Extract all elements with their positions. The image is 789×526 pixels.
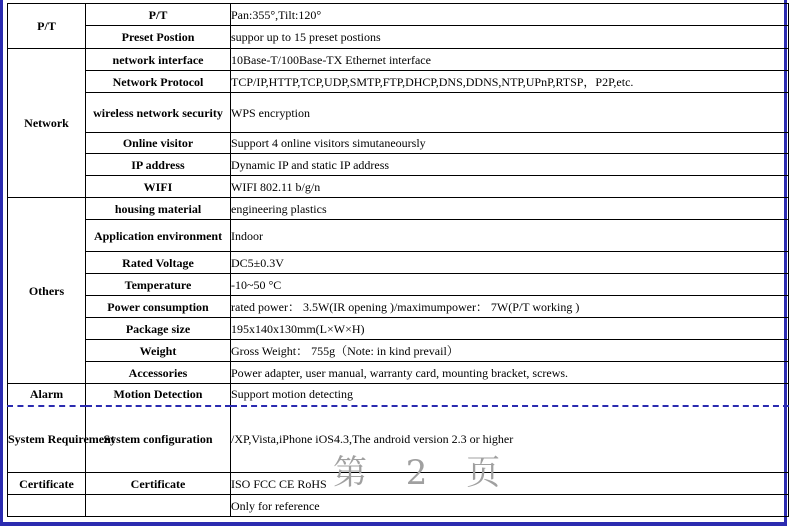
- spec-label: network interface: [86, 49, 231, 71]
- spec-label: Application environment: [86, 220, 231, 252]
- table-row: [8, 154, 789, 176]
- spec-value: Indoor: [231, 220, 789, 252]
- category-cell: Alarm: [8, 384, 86, 406]
- spec-table: [7, 3, 789, 517]
- spec-label: System configuration: [86, 406, 231, 473]
- category-cell: Certificate: [8, 473, 86, 495]
- spec-value: -10~50 °C: [231, 274, 789, 296]
- spec-value: DC5±0.3V: [231, 252, 789, 274]
- spec-value: WIFI 802.11 b/g/n: [231, 176, 789, 198]
- spec-label: Weight: [86, 340, 231, 362]
- spec-label: housing material: [86, 198, 231, 220]
- spec-label: Power consumption: [86, 296, 231, 318]
- table-row: [8, 4, 789, 26]
- table-row: [8, 296, 789, 318]
- spec-value: WPS encryption: [231, 93, 789, 133]
- spec-value: rated power： 3.5W(IR opening )/maximumpower： 7W(P/T working ): [231, 296, 789, 318]
- category-cell-empty: [8, 495, 86, 517]
- table-row: [8, 93, 789, 133]
- spec-label: Temperature: [86, 274, 231, 296]
- category-cell: Others: [8, 198, 86, 384]
- spec-value: 195x140x130mm(L×W×H): [231, 318, 789, 340]
- spec-label: Online visitor: [86, 133, 231, 154]
- table-row: [8, 252, 789, 274]
- spec-label: Motion Detection: [86, 384, 231, 406]
- spec-value: suppor up to 15 preset postions: [231, 26, 789, 49]
- spec-value: Support 4 online visitors simutaneoursly: [231, 133, 789, 154]
- spec-label: Package size: [86, 318, 231, 340]
- table-row: [8, 274, 789, 296]
- category-cell: Network: [8, 49, 86, 198]
- spec-label: Network Protocol: [86, 71, 231, 93]
- table-row: [8, 176, 789, 198]
- spec-value: engineering plastics: [231, 198, 789, 220]
- spec-label: Preset Postion: [86, 26, 231, 49]
- table-row: [8, 318, 789, 340]
- spec-value: Only for reference: [231, 495, 789, 517]
- spec-label: P/T: [86, 4, 231, 26]
- spec-value: Pan:355°,Tilt:120°: [231, 4, 789, 26]
- table-row: [8, 495, 789, 517]
- spec-label-empty: [86, 495, 231, 517]
- spec-label: WIFI: [86, 176, 231, 198]
- spec-value: ISO FCC CE RoHS: [231, 473, 789, 495]
- category-cell: System Requirement: [8, 406, 86, 473]
- spec-value: Dynamic IP and static IP address: [231, 154, 789, 176]
- table-row: [8, 340, 789, 362]
- table-row: [8, 220, 789, 252]
- table-row: [8, 49, 789, 71]
- table-row: [8, 133, 789, 154]
- spec-value: Gross Weight： 755g（Note: in kind prevail）: [231, 340, 789, 362]
- spec-label: Certificate: [86, 473, 231, 495]
- table-row: [8, 26, 789, 49]
- spec-value: 10Base-T/100Base-TX Ethernet interface: [231, 49, 789, 71]
- spec-value: /XP,Vista,iPhone iOS4.3,The android version 2.3 or higher: [231, 406, 789, 473]
- spec-label: Accessories: [86, 362, 231, 384]
- spec-value: Support motion detecting: [231, 384, 789, 406]
- table-row: [8, 71, 789, 93]
- table-row: [8, 384, 789, 406]
- table-row: [8, 362, 789, 384]
- spec-label: wireless network security: [86, 93, 231, 133]
- page-number-watermark: 第 2 页: [333, 453, 515, 493]
- spec-value: Power adapter, user manual, warranty card, mounting bracket, screws.: [231, 362, 789, 384]
- spec-label: Rated Voltage: [86, 252, 231, 274]
- spec-value: TCP/IP,HTTP,TCP,UDP,SMTP,FTP,DHCP,DNS,DDNS,NTP,UPnP,RTSP，P2P,etc.: [231, 71, 789, 93]
- category-cell: P/T: [8, 4, 86, 49]
- table-row: [8, 198, 789, 220]
- spec-label: IP address: [86, 154, 231, 176]
